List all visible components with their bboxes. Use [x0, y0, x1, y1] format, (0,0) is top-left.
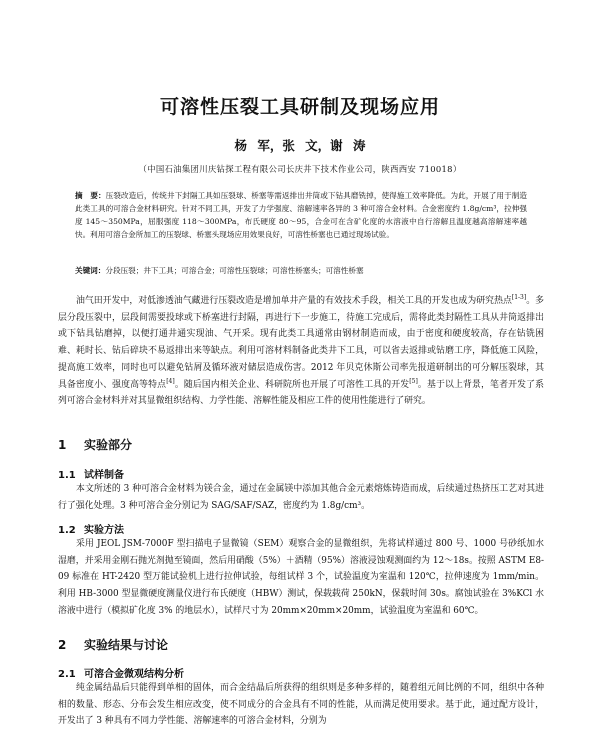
section-2-1-title: 可溶合金微观结构分析: [84, 669, 184, 680]
section-1-2-title: 实验方法: [84, 525, 124, 536]
intro-paragraph: [58, 293, 544, 410]
section-2-1-heading: [58, 665, 184, 680]
abstract: [75, 189, 527, 241]
section-1-2-heading: [58, 521, 124, 536]
section-2-1-number: 2.1: [58, 669, 76, 680]
section-1-number: 1: [58, 438, 67, 452]
citation-1: [1-3]: [511, 294, 527, 301]
section-2-heading: [58, 636, 168, 653]
section-1-1-title: 试样制备: [84, 470, 124, 481]
keywords-label: 关键词：: [75, 266, 106, 275]
paper-title: 可溶性压裂工具研制及现场应用: [159, 96, 440, 118]
section-1-heading: [58, 436, 132, 453]
section-1-1-number: 1.1: [58, 470, 76, 481]
section-1-1-text: 本文所述的 3 种可溶合金材料为镁合金，通过在金属镁中添加其他合金元素熔炼铸造而成，后续通过热挤压工艺对其进行了强化处理。3 种可溶合金分别记为 SAG/SAF/SAZ，密度约为 1.8g/cm³。: [58, 484, 544, 511]
intro-text-4: 。基于以上背景，笔者开发了系列可溶合金材料并对其显微组织结构、力学性能、溶解性能及相应工件的使用性能进行了研究。: [58, 379, 545, 407]
section-1-1-heading: [58, 466, 124, 481]
section-1-title: 实验部分: [84, 438, 133, 452]
section-1-2-text: 采用 JEOL JSM-7000F 型扫描电子显微镜（SEM）观察合金的显微组织，先将试样通过 800 号、1000 号砂纸加水湿磨，并采用金刚石抛光剂抛至镜面，然后用硝酸（5%）＋酒精（95%）溶液浸蚀观测面约为 12～18s。按照 ASTM E8-09 标准在 HT-2420 型万能试验机上进行拉伸试验，每组试样 3 个，试验温度为室温和 120℃，拉伸速度为 1mm/min。利用 HB-3000 型显微硬度测量仪进行布氏硬度（HBW）测试，保载载荷 250kN，保载时间 30s。腐蚀试验在 3%KCl 水溶液中进行（模拟矿化度 3% 的地层水），试样尺寸为 20mm×20mm×20mm，试验温度为室温和 60℃。: [58, 539, 544, 616]
abstract-label: 摘 要：: [75, 191, 106, 200]
intro-text-1: 油气田开发中，对低渗透油气藏进行压裂改造是增加单井产量的有效技术手段，相关工具的开发也成为研究热点: [76, 296, 512, 306]
section-2-title: 实验结果与讨论: [84, 638, 169, 652]
citation-3: [5]: [409, 377, 418, 385]
section-2-number: 2: [58, 638, 67, 652]
abstract-text: 压裂改造后，传统井下封隔工具如压裂球、桥塞等需返排出井筒或下钻具磨铣掉，使得施工效率降低。为此，开展了用于制造此类工具的可溶合金材料研究。针对不同工具，开发了力学强度、溶解速率各异的 3 种可溶合金材料。合金密度约 1.8g/cm³，拉伸强度 145～350MPa，屈服强度 118～300MPa，布氏硬度 80～95，合金可在含矿化度的水溶液中自行溶解且温度越高溶解速率越快。利用可溶合金所加工的压裂球、桥塞头现场应用效果良好，可溶性桥塞也已通过现场试验。: [75, 191, 528, 240]
intro-text-3: 。随后国内相关企业、科研院所也开展了可溶性工具的开发: [174, 379, 410, 390]
author-list: 杨 军，张 文，谢 涛: [234, 138, 366, 153]
affiliation: （中国石油集团川庆钻探工程有限公司长庆井下技术作业公司，陕西西安 710018）: [138, 164, 462, 174]
citation-2: [4]: [166, 377, 175, 385]
section-2-1-text: 纯金属结晶后只能得到单相的固体，而合金结晶后所获得的组织则是多种多样的，随着组元间比例的不同，组织中各种相的数量、形态、分布会发生相应改变，使不同成分的合金具有不同的性能，从而满足使用要求。基于此，通过配方设计，开发出了 3 种具有不同力学性能、溶解速率的可溶合金材料，分别为: [58, 683, 544, 727]
intro-text-2: 。多层分段压裂中，层段间需要投球或下桥塞进行封隔，再进行下一步施工，待施工完成后，需将此类封隔性工具从井筒返排出或下钻具钻磨掉，以便打通井通实现油、气开采。现有此类工具通常由钢材制造而成，由于密度和硬度较高，存在钻铣困难、耗时长、钻后碎块不易返排出来等缺点。利用可溶材料制备此类井下工具，可以省去返排或钻磨工序，降低施工风险，提高施工效率，同时也可以避免钻屑及循环液对储层造成伤害。2012 年贝克休斯公司率先报道研制出的可分解压裂球，其具备密度小、强度高等特点: [58, 296, 545, 390]
keywords: [75, 265, 527, 276]
keywords-text: 分段压裂；井下工具；可溶合金；可溶性压裂球；可溶性桥塞头；可溶性桥塞: [105, 266, 364, 275]
section-1-2-number: 1.2: [58, 525, 76, 536]
